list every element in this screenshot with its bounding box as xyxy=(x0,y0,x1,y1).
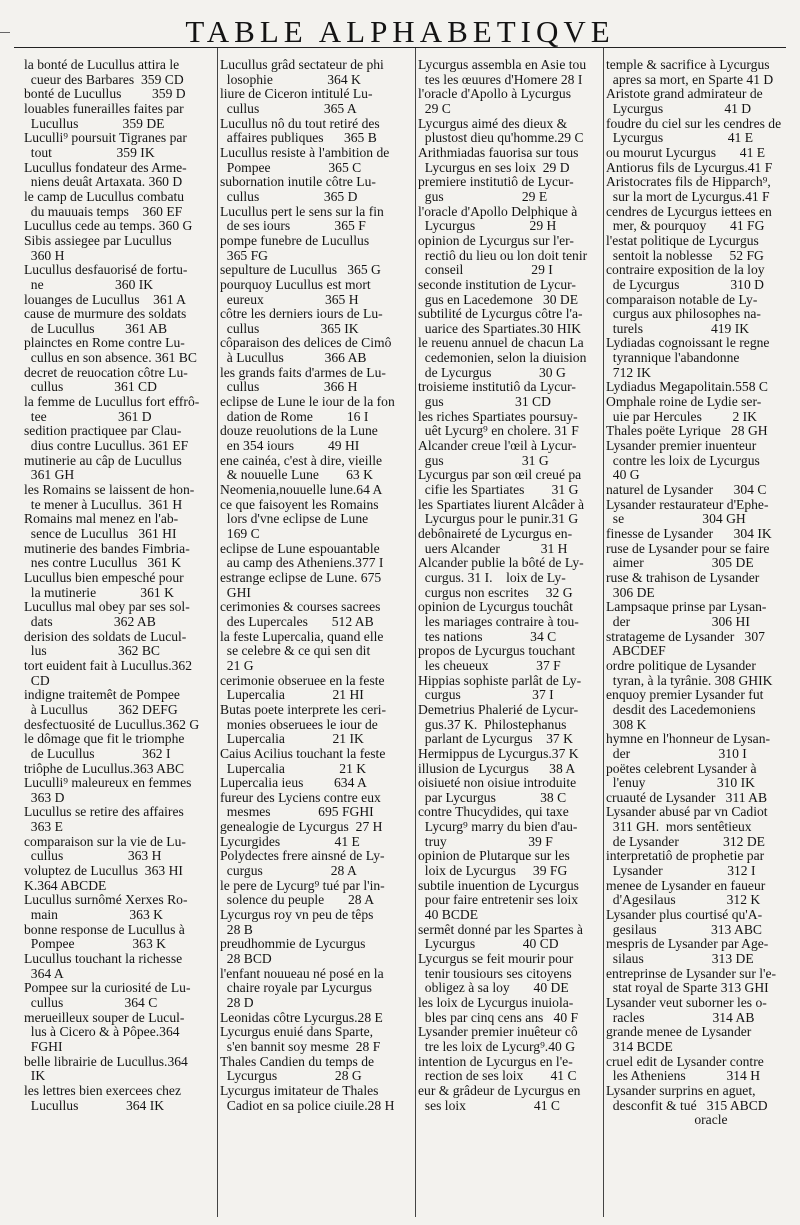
index-entry-line: plainctes en Rome contre Lu- xyxy=(24,336,185,351)
index-entry-line: mespris de Lysander par Age- xyxy=(606,937,769,952)
index-entry-line: les loix de Lycurgus inuiola- xyxy=(418,996,574,1010)
index-entry-line: cerimonies & courses sacrees xyxy=(220,600,381,615)
index-entry-line: tes nations 34 C xyxy=(418,629,557,644)
index-entry-line: curgus non escrites 32 G xyxy=(418,585,573,600)
index-entry-line: Lysander 312 I xyxy=(606,864,756,879)
index-entry-line: Lucullus resiste à l'ambition de xyxy=(220,145,390,160)
index-entry-line: curgus 28 A xyxy=(220,864,357,879)
index-entry-line: du mauuais temps 360 EF xyxy=(24,204,183,219)
index-column-4 xyxy=(606,58,796,1218)
index-entry-line: K.364 ABCDE xyxy=(24,878,107,893)
index-entry-line: 308 K xyxy=(606,717,647,732)
index-entry-line: les Spartiates liurent Alcâder à xyxy=(418,497,585,512)
index-entry-line: CD xyxy=(24,673,50,688)
index-entry-line: Lupercalia 21 HI xyxy=(220,688,364,703)
index-entry-line: 40 G xyxy=(606,468,640,483)
index-entry-line: de Lycurgus 310 D xyxy=(606,277,764,292)
index-entry-line: Pompee sur la curiosité de Lu- xyxy=(24,981,191,996)
index-entry-line: 40 BCDE xyxy=(418,908,479,923)
index-entry-line: truy 39 F xyxy=(418,834,553,849)
index-entry-line: subornation inutile côtre Lu- xyxy=(220,175,376,190)
index-entry-line: chaire royale par Lycurgus xyxy=(220,981,372,996)
column-divider xyxy=(217,48,218,1217)
index-entry-line: indigne traitemêt de Pompee xyxy=(24,688,180,703)
index-entry-line: Lycurgides 41 E xyxy=(220,834,360,849)
index-entry-line: GHI xyxy=(220,585,251,600)
index-entry-line: naturel de Lysander 304 C xyxy=(606,483,767,498)
index-entry-line: uarice des Spartiates.30 HIK xyxy=(418,321,582,336)
index-entry-line: parlant de Lycurgus 37 K xyxy=(418,732,573,747)
index-entry-line: côparaison des delices de Cimô xyxy=(220,336,392,351)
index-entry-line: Lycurgus 41 D xyxy=(606,101,752,116)
index-entry-line: sedition practiquee par Clau- xyxy=(24,424,182,439)
index-entry-line: eureux 365 H xyxy=(220,292,359,307)
index-entry-line: desdit des Lacedemoniens xyxy=(606,702,756,717)
index-entry-line: ordre politique de Lysander xyxy=(606,658,756,673)
index-entry-line: pourquoy Lucullus est mort xyxy=(220,277,371,292)
index-entry-line: rectiô du lieu ou lon doit tenir xyxy=(418,248,588,263)
index-entry-line: Hermippus de Lycurgus.37 K xyxy=(418,746,579,761)
index-entry-line: poëtes celebrent Lysander à xyxy=(606,761,757,776)
index-entry-line: Lycurgus 40 CD xyxy=(418,937,559,952)
index-entry-line: genealogie de Lycurgus 27 H xyxy=(220,820,383,835)
index-entry-line: uie par Hercules 2 IK xyxy=(606,409,757,424)
index-entry-line: triôphe de Lucullus.363 ABC xyxy=(24,761,185,776)
index-entry-line: Lycurgus aimé des dieux & xyxy=(418,116,568,131)
index-entry-line: cerimonie obseruee en la feste xyxy=(220,673,385,688)
index-entry-line: l'enuy 310 IK xyxy=(606,776,755,791)
index-entry-line: derision des soldats de Lucul- xyxy=(24,629,187,644)
index-entry-line: Neomenia,nouuelle lune.64 A xyxy=(220,483,383,498)
index-entry-line: l'oracle d'Apollo à Lycurgus xyxy=(418,87,572,102)
index-entry-line: Lucullus 364 IK xyxy=(24,1098,165,1113)
index-entry-line: des Lupercales 512 AB xyxy=(220,614,374,629)
index-entry-line: mer, & pourquoy 41 FG xyxy=(606,219,765,234)
index-entry-line: entreprinse de Lysander sur l'e- xyxy=(606,966,777,981)
index-entry-line: les grands faits d'armes de Lu- xyxy=(220,365,386,380)
index-entry-line: sentoit la noblesse 52 FG xyxy=(606,248,764,263)
index-entry-line: Hippias sophiste parlât de Ly- xyxy=(418,673,582,688)
index-entry-line: IK xyxy=(24,1069,46,1084)
index-entry-line: Lysander surprins en aguet, xyxy=(606,1083,756,1098)
index-column-2 xyxy=(220,58,412,1218)
index-entry-line: 21 G xyxy=(220,658,254,673)
index-entry-line: racles 314 AB xyxy=(606,1010,755,1025)
index-entry-line: Pompee 363 K xyxy=(24,937,166,952)
index-column-1 xyxy=(24,58,214,1218)
index-entry-line: solence du peuple 28 A xyxy=(220,893,375,908)
index-entry-line: conseil 29 I xyxy=(418,263,553,278)
index-entry-line: Lycurgus 41 E xyxy=(606,131,754,146)
index-entry-line: en 354 iours 49 HI xyxy=(220,439,360,454)
index-entry-line: Lycurgus pour le punir.31 G xyxy=(418,512,579,527)
index-entry-line: tee 361 D xyxy=(24,409,152,424)
index-entry-line: foudre du ciel sur les cendres de xyxy=(606,116,782,131)
index-entry-line: Lysander premier inuêteur cô xyxy=(418,1025,578,1040)
index-entry-line: gus 29 E xyxy=(418,189,548,204)
index-entry-line: bles par cinq cens ans 40 F xyxy=(418,1010,579,1025)
index-entry-line: sepulture de Lucullus 365 G xyxy=(220,263,381,278)
index-entry-line: 361 GH xyxy=(24,468,75,483)
index-entry-line: cullus 366 H xyxy=(220,380,358,395)
index-entry-line: loix de Lycurgus 39 FG xyxy=(418,864,568,879)
index-entry-line: 712 IK xyxy=(606,365,651,380)
index-entry-line: Lycurgus imitateur de Thales xyxy=(220,1083,379,1098)
index-entry-line: bonne response de Lucullus à xyxy=(24,922,185,937)
index-entry-line: Butas poete interprete les ceri- xyxy=(220,702,387,717)
index-entry-line: tyrannique l'abandonne xyxy=(606,351,740,366)
index-entry-line: tes les œuures d'Homere 28 I xyxy=(418,72,583,87)
index-entry-line: cullus en son absence. 361 BC xyxy=(24,351,197,366)
index-entry-line: de ses iours 365 F xyxy=(220,219,366,234)
index-entry-line: eclipse de Lune le iour de la fon xyxy=(220,395,395,410)
index-entry-line: Lysander plus courtisé qu'A- xyxy=(606,908,763,923)
index-entry-line: seconde institution de Lycur- xyxy=(418,277,576,292)
index-entry-line: de Lysander 312 DE xyxy=(606,834,765,849)
index-entry-line: Leonidas côtre Lycurgus.28 E xyxy=(220,1010,383,1025)
index-entry-line: Alcander creue l'œil à Lycur- xyxy=(418,439,577,454)
index-entry-line: pompe funebre de Lucullus xyxy=(220,233,370,248)
index-entry-line: Lycurgus enuié dans Sparte, xyxy=(220,1025,374,1040)
index-entry-line: curgus aux philosophes na- xyxy=(606,307,761,322)
index-entry-line: Lysander premier inuenteur xyxy=(606,439,757,454)
index-entry-line: bonté de Lucullus 359 D xyxy=(24,87,186,102)
index-entry-line: illusion de Lycurgus 38 A xyxy=(418,761,576,776)
index-entry-line: Alcander publie la bôté de Ly- xyxy=(418,556,584,571)
index-entry-line: Luculli⁹ poursuit Tigranes par xyxy=(24,131,187,146)
index-entry-line: cullus 363 H xyxy=(24,849,162,864)
column-divider xyxy=(603,48,604,1217)
index-entry-line: gus.37 K. Philostephanus xyxy=(418,717,567,732)
index-entry-line: l'estat politique de Lycurgus xyxy=(606,233,759,248)
index-entry-line: preudhommie de Lycurgus xyxy=(220,937,366,952)
index-entry-line: der 306 HI xyxy=(606,614,750,629)
index-entry-line: par Lycurgus 38 C xyxy=(418,790,567,805)
index-entry-line: voluptez de Lucullus 363 HI xyxy=(24,864,183,879)
index-entry-line: douze reuolutions de la Lune xyxy=(220,424,378,439)
index-entry-line: Lupercalia 21 K xyxy=(220,761,367,776)
index-entry-line: 365 FG xyxy=(220,248,268,263)
index-entry-line: Lupercalia 21 IK xyxy=(220,732,364,747)
index-entry-line: pour faire entretenir ses loix xyxy=(418,893,579,908)
index-entry-line: ou mourut Lycurgus 41 E xyxy=(606,145,766,160)
index-entry-line: opinion de Lycurgus touchât xyxy=(418,600,573,615)
index-entry-line: Thales poëte Lyrique 28 GH xyxy=(606,424,768,439)
index-entry-line: uêt Lycurg⁹ en cholere. 31 F xyxy=(418,424,579,439)
index-entry-line: liure de Ciceron intitulé Lu- xyxy=(220,87,373,102)
index-entry-line: Antiorus fils de Lycurgus.41 F xyxy=(606,160,773,175)
index-entry-line: nes contre Lucullus 361 K xyxy=(24,556,182,571)
index-entry-line: desconfit & tué 315 ABCD xyxy=(606,1098,768,1113)
index-entry-line: Lucullus pert le sens sur la fin xyxy=(220,204,384,219)
index-entry-line: rection de ses loix 41 C xyxy=(418,1069,577,1084)
index-entry-line: 363 E xyxy=(24,820,63,835)
index-entry-line: cruauté de Lysander 311 AB xyxy=(606,790,768,805)
running-header xyxy=(0,0,800,52)
index-entry-line: losophie 364 K xyxy=(220,72,361,87)
index-entry-line: s'en bannit soy mesme 28 F xyxy=(220,1039,381,1054)
index-entry-line: cause de murmure des soldats xyxy=(24,307,187,322)
index-entry-line: belle librairie de Lucullus.364 xyxy=(24,1054,188,1069)
index-entry-line: Lupercalia ieus 634 A xyxy=(220,776,367,791)
index-entry-line: Lucullus bien empesché pour xyxy=(24,570,184,585)
index-entry-line: Caius Acilius touchant la feste xyxy=(220,746,386,761)
index-entry-line: la femme de Lucullus fort effrô- xyxy=(24,395,200,410)
index-entry-line: Pompee 365 C xyxy=(220,160,362,175)
index-entry-line: les Atheniens 314 H xyxy=(606,1069,761,1084)
index-entry-line: Lucullus mal obey par ses sol- xyxy=(24,600,190,615)
index-entry-line: subtile inuention de Lycurgus xyxy=(418,878,579,893)
index-entry-line: stratageme de Lysander 307 xyxy=(606,629,765,644)
index-entry-line: Lycurgus 28 G xyxy=(220,1069,362,1084)
index-entry-line: Lycurgus assembla en Asie tou xyxy=(418,58,587,72)
index-entry-line: turels 419 IK xyxy=(606,321,750,336)
index-entry-line: monies obseruees le iour de xyxy=(220,717,378,732)
index-entry-line: opinion de Lycurgus sur l'er- xyxy=(418,233,574,248)
index-entry-line: apres sa mort, en Sparte 41 D xyxy=(606,72,774,87)
index-entry-line: eclipse de Lune espouantable xyxy=(220,541,380,556)
index-entry-line: se 304 GH xyxy=(606,512,746,527)
index-entry-line: Lampsaque prinse par Lysan- xyxy=(606,600,767,615)
index-entry-line: Demetrius Phalerié de Lycur- xyxy=(418,702,579,717)
index-entry-line: tort euident fait à Lucullus.362 xyxy=(24,658,192,673)
index-entry-line: à Lucullus 366 AB xyxy=(220,351,367,366)
index-entry-line: Lucullus 359 DE xyxy=(24,116,165,131)
index-entry-line: Lycurgus en ses loix 29 D xyxy=(418,160,570,175)
index-entry-line: stat royal de Sparte 313 GHI xyxy=(606,981,769,996)
index-entry-line: interpretatiô de prophetie par xyxy=(606,849,765,864)
index-entry-line: merueilleux souper de Lucul- xyxy=(24,1010,185,1025)
index-entry-line: de Lucullus 361 AB xyxy=(24,321,168,336)
index-entry-line: Lucullus nô du tout retiré des xyxy=(220,116,380,131)
index-entry-line: cendres de Lycurgus iettees en xyxy=(606,204,772,219)
index-entry-line: intention de Lycurgus en l'e- xyxy=(418,1054,573,1069)
index-entry-line: tre les loix de Lycurg⁹.40 G xyxy=(418,1039,576,1054)
index-entry-line: 311 GH. mors sentêtieux xyxy=(606,820,752,835)
index-entry-line: cueur des Barbares 359 CD xyxy=(24,72,184,87)
index-entry-line: l'oracle d'Apollo Delphique à xyxy=(418,204,578,219)
index-entry-line: lors d'vne eclipse de Lune xyxy=(220,512,369,527)
index-entry-line: 28 D xyxy=(220,996,254,1010)
index-entry-line: ene cainéa, c'est à dire, vieille xyxy=(220,453,383,468)
index-entry-line: Polydectes frere ainsné de Ly- xyxy=(220,849,385,864)
index-entry-line: ce que faisoyent les Romains xyxy=(220,497,379,512)
index-entry-line: à Lucullus 362 DEFG xyxy=(24,702,178,717)
index-entry-line: fureur des Lyciens contre eux xyxy=(220,790,381,805)
index-entry-line: gus 31 G xyxy=(418,453,549,468)
index-entry-line: comparaison sur la vie de Lu- xyxy=(24,834,186,849)
header-rule xyxy=(14,47,786,48)
index-entry-line: Sibis assiegee par Lucullus xyxy=(24,233,172,248)
index-entry-line: d'Agesilaus 312 K xyxy=(606,893,761,908)
index-entry-line: decret de reuocation côtre Lu- xyxy=(24,365,188,380)
index-entry-line: propos de Lycurgus touchant xyxy=(418,644,576,659)
index-entry-line: se celebre & ce qui sen dit xyxy=(220,644,371,659)
index-entry-line: uers Alcander 31 H xyxy=(418,541,568,556)
index-entry-line: 28 B xyxy=(220,922,253,937)
index-entry-line: aimer 305 DE xyxy=(606,556,754,571)
index-entry-line: dation de Rome 16 I xyxy=(220,409,369,424)
index-entry-line: cullus 365 IK xyxy=(220,321,359,336)
index-entry-line: curgus 37 I xyxy=(418,688,554,703)
index-entry-line: les riches Spartiates poursuy- xyxy=(418,409,578,424)
index-entry-line: tenir tousiours ses citoyens xyxy=(418,966,572,981)
index-entry-line: contre les loix de Lycurgus xyxy=(606,453,760,468)
index-entry-line: enquoy premier Lysander fut xyxy=(606,688,764,703)
index-entry-line: 29 C xyxy=(418,101,451,116)
index-entry-line: de Lucullus 362 I xyxy=(24,746,171,761)
index-entry-line: FGHI xyxy=(24,1039,63,1054)
index-entry-line: mutinerie des bandes Fimbria- xyxy=(24,541,190,556)
index-entry-line: grande menee de Lysander xyxy=(606,1025,752,1040)
index-entry-line: la bonté de Lucullus attira le xyxy=(24,58,180,72)
index-entry-line: te mener à Lucullus. 361 H xyxy=(24,497,183,512)
index-entry-line: Luculli⁹ maleureux en femmes xyxy=(24,776,192,791)
index-entry-line: 363 D xyxy=(24,790,65,805)
index-entry-line: mutinerie au câp de Lucullus xyxy=(24,453,182,468)
index-entry-line: Lydiadus Megapolitain.558 C xyxy=(606,380,768,395)
index-entry-line: sermêt donné par les Spartes à xyxy=(418,922,583,937)
index-entry-line: debônaireté de Lycurgus en- xyxy=(418,527,573,541)
index-entry-line: menee de Lysander en faueur xyxy=(606,878,766,893)
index-entry-line: cullus 365 A xyxy=(220,101,357,116)
index-entry-line: de Lycurgus 30 G xyxy=(418,365,566,380)
index-entry-line: Lucullus touchant la richesse xyxy=(24,952,183,967)
index-entry-line: gesilaus 313 ABC xyxy=(606,922,762,937)
index-entry-line: ABCDEF xyxy=(606,644,666,659)
index-entry-line: ses loix 41 C xyxy=(418,1098,560,1113)
index-entry-line: 306 DE xyxy=(606,585,655,600)
index-entry-line: Lycurgus se feit mourir pour xyxy=(418,952,574,967)
page-title: TABLE ALPHABETIQVE xyxy=(185,14,615,49)
index-entry-line: premiere institutiô de Lycur- xyxy=(418,175,574,190)
index-entry-line: temple & sacrifice à Lycurgus xyxy=(606,58,770,72)
index-entry-line: desfectuosité de Lucullus.362 G xyxy=(24,717,200,732)
index-entry-line: silaus 313 DE xyxy=(606,952,754,967)
index-entry-line: estrange eclipse de Lune. 675 xyxy=(220,570,382,585)
index-entry-line: Lycurgus 29 H xyxy=(418,219,557,234)
index-entry-line: sur la mort de Lycurgus.41 F xyxy=(606,189,770,204)
index-entry-line: la feste Lupercalia, quand elle xyxy=(220,629,384,644)
index-entry-line: Lysander restaurateur d'Ephe- xyxy=(606,497,769,512)
index-entry-line: dats 362 AB xyxy=(24,614,156,629)
index-entry-line: opinion de Plutarque sur les xyxy=(418,849,570,864)
index-entry-line: sence de Lucullus 361 HI xyxy=(24,527,177,541)
index-entry-line: dius contre Lucullus. 361 EF xyxy=(24,439,189,454)
index-entry-line: Lucullus surnômé Xerxes Ro- xyxy=(24,893,188,908)
index-entry-line: affaires publiques 365 B xyxy=(220,131,377,146)
index-entry-line: le camp de Lucullus combatu xyxy=(24,189,185,204)
index-entry-line: cedemonien, selon la diuision xyxy=(418,351,587,366)
index-entry-line: côtre les derniers iours de Lu- xyxy=(220,307,383,322)
index-entry-line: Aristote grand admirateur de xyxy=(606,87,763,102)
index-entry-line: Lysander veut suborner les o- xyxy=(606,996,767,1010)
index-entry-line: obligez à sa loy 40 DE xyxy=(418,981,569,996)
index-entry-line: cruel edit de Lysander contre xyxy=(606,1054,764,1069)
index-entry-line: contre Thucydides, qui taxe xyxy=(418,805,569,820)
column-divider xyxy=(415,48,416,1217)
index-entry-line: oracle xyxy=(606,1113,728,1128)
index-entry-line: cifie les Spartiates 31 G xyxy=(418,483,579,498)
index-entry-line: 28 BCD xyxy=(220,952,272,967)
index-entry-line: louanges de Lucullus 361 A xyxy=(24,292,186,307)
index-entry-line: Omphale roine de Lydie ser- xyxy=(606,395,762,410)
index-entry-line: troisieme institutiô da Lycur- xyxy=(418,380,576,395)
index-entry-line: Lucullus desfauorisé de fortu- xyxy=(24,263,188,278)
index-entry-line: subtilité de Lycurgus côtre l'a- xyxy=(418,307,583,322)
index-entry-line: Thales Candien du temps de xyxy=(220,1054,375,1069)
index-entry-line: main 363 K xyxy=(24,908,163,923)
index-entry-line: Lydiadas cognoissant le regne xyxy=(606,336,770,351)
index-entry-line: Lycurgus roy vn peu de têps xyxy=(220,908,374,923)
index-entry-line: Cadiot en sa police ciuile.28 H xyxy=(220,1098,395,1113)
index-entry-line: eur & grâdeur de Lycurgus en xyxy=(418,1083,581,1098)
index-entry-line: hymne en l'honneur de Lysan- xyxy=(606,732,771,747)
index-entry-line: au camp des Atheniens.377 I xyxy=(220,556,384,571)
index-entry-line: lus 362 BC xyxy=(24,644,160,659)
index-entry-line: l'enfant nouueau né posé en la xyxy=(220,966,384,981)
index-entry-line: 364 A xyxy=(24,966,64,981)
index-entry-line: curgus. 31 I. loix de Ly- xyxy=(418,570,566,585)
index-entry-line: ruse & trahison de Lysander xyxy=(606,570,760,585)
index-entry-line: Romains mal menez en l'ab- xyxy=(24,512,179,527)
index-entry-line: Lucullus fondateur des Arme- xyxy=(24,160,187,175)
index-entry-line: finesse de Lysander 304 IK xyxy=(606,527,772,541)
index-entry-line: le pere de Lycurg⁹ tué par l'in- xyxy=(220,878,385,893)
index-column-3 xyxy=(418,58,600,1218)
index-entry-line: & nouuelle Lune 63 K xyxy=(220,468,373,483)
index-entry-line: oisiueté non oisiue introduite xyxy=(418,776,577,791)
index-entry-line: contraire exposition de la loy xyxy=(606,263,765,278)
index-entry-line: 314 BCDE xyxy=(606,1039,673,1054)
index-entry-line: louables funerailles faites par xyxy=(24,101,184,116)
index-entry-line: Aristocrates fils de Hipparch⁹, xyxy=(606,175,771,190)
index-entry-line: tout 359 IK xyxy=(24,145,155,160)
index-entry-line: Lucullus se retire des affaires xyxy=(24,805,184,820)
index-entry-line: cullus 364 C xyxy=(24,996,158,1010)
index-entry-line: plustost dieu qu'homme.29 C xyxy=(418,131,584,146)
index-entry-line: 169 C xyxy=(220,527,260,541)
index-entry-line: la mutinerie 361 K xyxy=(24,585,174,600)
index-entry-line: les Romains se laissent de hon- xyxy=(24,483,195,498)
index-entry-line: 360 H xyxy=(24,248,65,263)
index-entry-line: Arithmiadas fauorisa sur tous xyxy=(418,145,579,160)
index-entry-line: ne 360 IK xyxy=(24,277,154,292)
index-entry-line: comparaison notable de Ly- xyxy=(606,292,758,307)
index-entry-line: Lucullus cede au temps. 360 G xyxy=(24,219,193,234)
index-entry-line: le dômage que fit le triomphe xyxy=(24,732,185,747)
index-entry-line: cullus 365 D xyxy=(220,189,358,204)
index-entry-line: lus à Cicero & à Pôpee.364 xyxy=(24,1025,180,1040)
index-entry-line: der 310 I xyxy=(606,746,747,761)
index-entry-line: gus en Lacedemone 30 DE xyxy=(418,292,579,307)
index-entry-line: Lycurg⁹ marry du bien d'au- xyxy=(418,820,578,835)
index-entry-line: tyran, à la tyrânie. 308 GHIK xyxy=(606,673,773,688)
index-entry-line: Lucullus grâd sectateur de phi xyxy=(220,58,384,72)
index-entry-line: les cheueux 37 F xyxy=(418,658,561,673)
index-entry-line: les mariages contraire à tou- xyxy=(418,614,579,629)
index-entry-line: les lettres bien exercees chez xyxy=(24,1083,181,1098)
index-entry-line: gus 31 CD xyxy=(418,395,551,410)
index-entry-line: le reuenu annuel de chacun La xyxy=(418,336,584,351)
index-entry-line: ruse de Lysander pour se faire xyxy=(606,541,770,556)
index-entry-line: Lycurgus par son œil creué pa xyxy=(418,468,582,483)
index-entry-line: niens deuât Artaxata. 360 D xyxy=(24,175,183,190)
index-entry-line: mesmes 695 FGHI xyxy=(220,805,374,820)
index-entry-line: Lysander abusé par vn Cadiot xyxy=(606,805,768,820)
index-entry-line: cullus 361 CD xyxy=(24,380,157,395)
